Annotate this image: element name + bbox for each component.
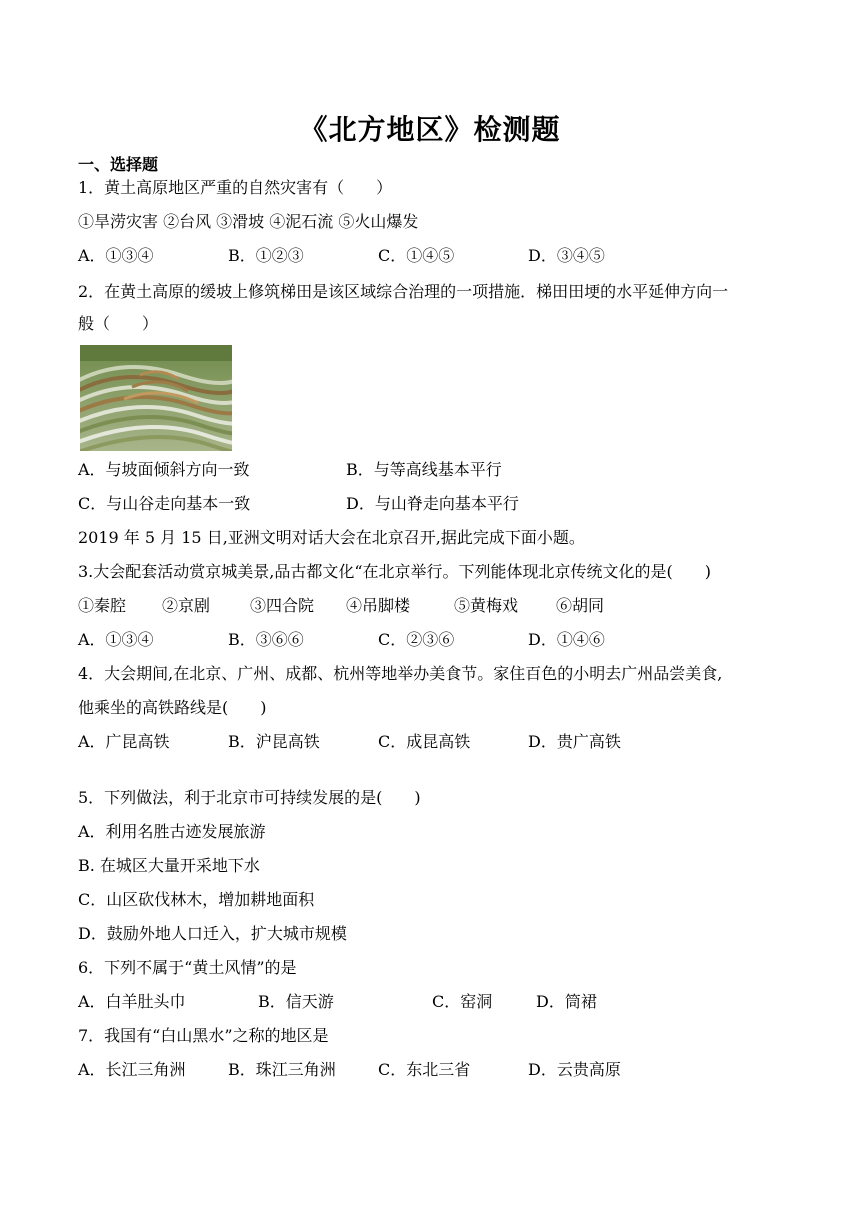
q1-option-d: D．③④⑤ xyxy=(528,246,605,265)
q7-option-a: A．长江三角洲 xyxy=(78,1060,186,1079)
q6-option-d: D．筒裙 xyxy=(536,992,597,1011)
q4-stem-line2: 他乘坐的高铁路线是( ) xyxy=(78,698,267,717)
q3-item-5: ⑤黄梅戏 xyxy=(454,596,519,615)
page-title: 《北方地区》检测题 xyxy=(299,113,561,146)
q3-item-4: ④吊脚楼 xyxy=(346,596,411,615)
q1-items: ①旱涝灾害 ②台风 ③滑坡 ④泥石流 ⑤火山爆发 xyxy=(78,212,419,231)
q2-option-a: A．与坡面倾斜方向一致 xyxy=(78,460,250,479)
q4-option-b: B．沪昆高铁 xyxy=(228,732,320,751)
section-heading: 一、选择题 xyxy=(78,155,159,174)
q3-item-3: ③四合院 xyxy=(250,596,315,615)
q1-option-b: B．①②③ xyxy=(228,246,304,265)
q6-option-b: B．信天游 xyxy=(258,992,334,1011)
q7-option-c: C．东北三省 xyxy=(378,1060,471,1079)
q3-option-d: D．①④⑥ xyxy=(528,630,605,649)
q1-option-c: C．①④⑤ xyxy=(378,246,455,265)
q7-stem: 7．我国有“白山黑水”之称的地区是 xyxy=(78,1026,329,1045)
q2-option-b: B．与等高线基本平行 xyxy=(346,460,502,479)
q4-option-d: D．贵广高铁 xyxy=(528,732,621,751)
context-text: 2019 年 5 月 15 日,亚洲文明对话大会在北京召开,据此完成下面小题。 xyxy=(78,528,585,547)
terrace-photo xyxy=(80,345,232,451)
q4-option-c: C．成昆高铁 xyxy=(378,732,471,751)
q3-item-1: ①秦腔 xyxy=(78,596,127,615)
q3-item-6: ⑥胡同 xyxy=(556,596,605,615)
q1-stem: 1．黄土高原地区严重的自然灾害有（ ） xyxy=(78,178,393,197)
q6-option-a: A．白羊肚头巾 xyxy=(78,992,186,1011)
q2-option-d: D．与山脊走向基本平行 xyxy=(346,494,519,513)
q4-stem-line1: 4．大会期间,在北京、广州、成都、杭州等地举办美食节。家住百色的小明去广州品尝美食, xyxy=(78,664,723,683)
q5-option-d: D．鼓励外地人口迁入，扩大城市规模 xyxy=(78,924,347,943)
q7-option-b: B．珠江三角洲 xyxy=(228,1060,336,1079)
q3-option-c: C．②③⑥ xyxy=(378,630,455,649)
q5-option-c: C．山区砍伐林木，增加耕地面积 xyxy=(78,890,315,909)
q2-stem-line1: 2．在黄土高原的缓坡上修筑梯田是该区域综合治理的一项措施．梯田田埂的水平延伸方向一 xyxy=(78,282,729,301)
q6-stem: 6．下列不属于“黄土风情”的是 xyxy=(78,958,297,977)
q2-stem-line2: 般（ ） xyxy=(78,314,159,333)
q5-stem: 5．下列做法，利于北京市可持续发展的是( ) xyxy=(78,788,421,807)
q3-item-2: ②京剧 xyxy=(162,596,211,615)
q5-option-a: A．利用名胜古迹发展旅游 xyxy=(78,822,266,841)
q7-option-d: D．云贵高原 xyxy=(528,1060,621,1079)
q3-option-a: A．①③④ xyxy=(78,630,154,649)
q3-stem: 3.大会配套活动赏京城美景,品古都文化“在北京举行。下列能体现北京传统文化的是( ) xyxy=(78,562,712,581)
q5-option-b: B. 在城区大量开采地下水 xyxy=(78,856,260,875)
q3-option-b: B．③⑥⑥ xyxy=(228,630,304,649)
q6-option-c: C．窑洞 xyxy=(432,992,493,1011)
q2-option-c: C．与山谷走向基本一致 xyxy=(78,494,251,513)
q1-option-a: A．①③④ xyxy=(78,246,154,265)
q4-option-a: A．广昆高铁 xyxy=(78,732,170,751)
